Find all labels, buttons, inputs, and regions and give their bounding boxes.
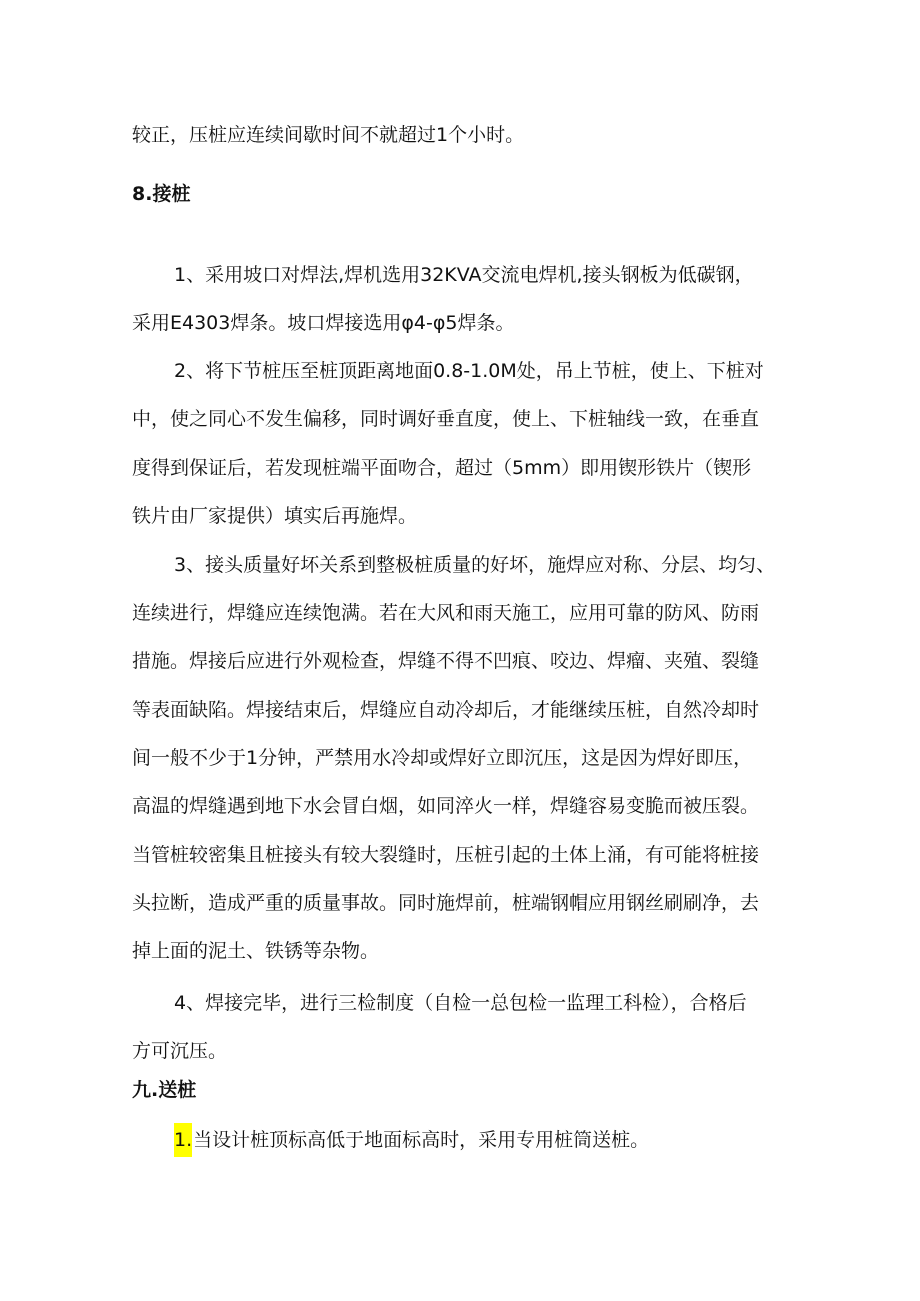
paragraph-2-line-2: 中，使之同心不发生偏移，同时调好垂直度，使上、下桩轴线一致，在垂直 [132, 408, 760, 430]
highlighted-item-number: 1. [174, 1123, 192, 1157]
section-9-heading: 九.送桩 [132, 1079, 197, 1101]
paragraph-3-line-1: 3、接头质量好坏关系到整极桩质量的好坏，施焊应对称、分层、均匀、 [174, 554, 776, 576]
paragraph-2-line-3: 度得到保证后，若发现桩端平面吻合，超过（5mm）即用锲形铁片（锲形 [132, 457, 752, 479]
paragraph-3-line-8: 头拉断，造成严重的质量事故。同时施焊前，桩端钢帽应用钢丝刷刷净，去 [132, 892, 760, 914]
section-9-item-1-text: 当设计桩顶标高低于地面标高时，采用专用桩筒送桩。 [193, 1129, 650, 1151]
paragraph-3-line-5: 间一般不少于1分钟，严禁用水冷却或焊好立即沉压，这是因为焊好即压， [132, 747, 753, 769]
paragraph-2-line-1: 2、将下节桩压至桩顶距离地面0.8-1.0M处，吊上节桩，使上、下桩对 [174, 360, 764, 382]
paragraph-3-line-7: 当管桩较密集且桩接头有较大裂缝时，压桩引起的土体上涌，有可能将桩接 [132, 844, 760, 866]
paragraph-3-line-2: 连续进行，焊缝应连续饱满。若在大风和雨天施工，应用可靠的防风、防雨 [132, 602, 760, 624]
paragraph-3-line-9: 掉上面的泥土、铁锈等杂物。 [132, 940, 380, 962]
paragraph-3-line-3: 措施。焊接后应进行外观检查，焊缝不得不凹痕、咬边、焊瘤、夹殖、裂缝 [132, 650, 760, 672]
paragraph-3-line-4: 等表面缺陷。焊接结束后，焊缝应自动冷却后，才能继续压桩，自然冷却时 [132, 699, 760, 721]
intro-text: 较正，压桩应连续间歇时间不就超过1个小时。 [132, 124, 525, 146]
paragraph-1-line-1: 1、采用坡口对焊法,焊机选用32KVA交流电焊机,接头钢板为低碳钢， [174, 264, 754, 286]
section-8-heading: 8.接桩 [132, 183, 191, 205]
paragraph-1-line-2: 采用E4303焊条。坡口焊接选用φ4-φ5焊条。 [132, 312, 515, 334]
paragraph-4-line-1: 4、焊接完毕，进行三检制度（自检一总包检一监理工科检），合格后 [174, 992, 747, 1014]
section-9-item-1 [174, 1123, 649, 1157]
paragraph-4-line-2: 方可沉压。 [132, 1040, 228, 1062]
paragraph-3-line-6: 高温的焊缝遇到地下水会冒白烟，如同淬火一样，焊缝容易变脆而被压裂。 [132, 795, 760, 817]
paragraph-2-line-4: 铁片由厂家提供）填实后再施焊。 [132, 505, 418, 527]
